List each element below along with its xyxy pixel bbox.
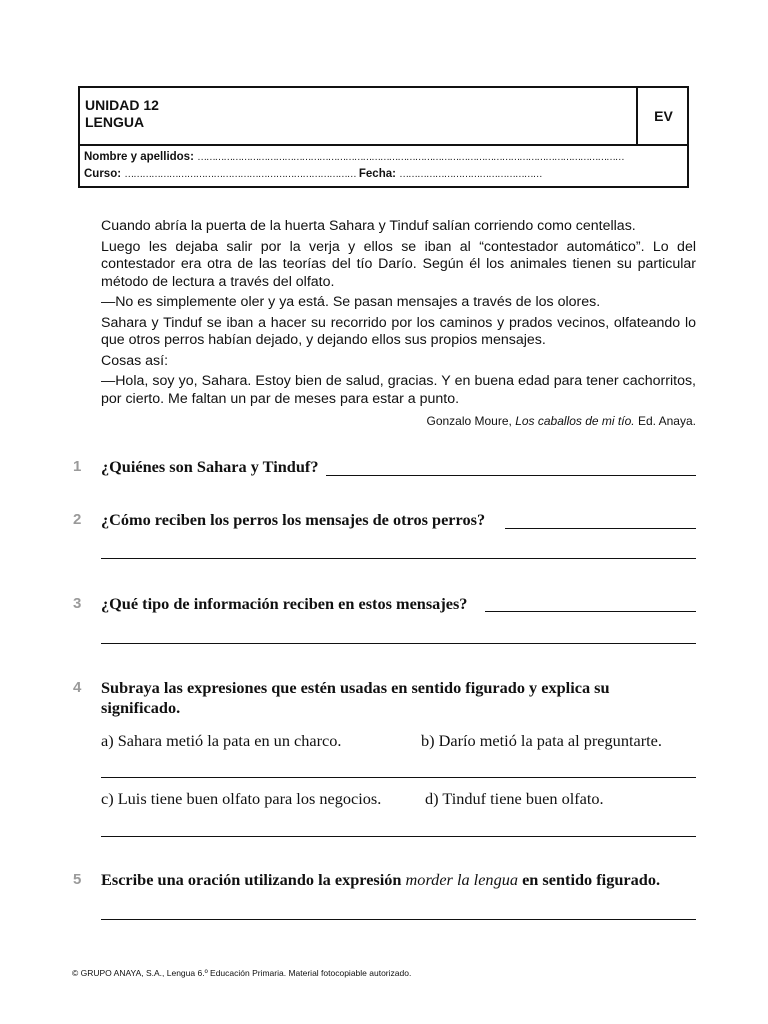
- passage-paragraph: —No es simplemente oler y ya está. Se pasan mensajes a través de los olores.: [101, 294, 601, 310]
- header-title-row: [80, 88, 687, 146]
- evaluation-code: EV: [654, 108, 673, 124]
- reading-passage: [101, 218, 696, 411]
- answer-line-2b[interactable]: [101, 558, 696, 559]
- attribution-publisher: Ed. Anaya.: [634, 414, 696, 428]
- name-field[interactable]: [84, 151, 623, 163]
- attribution-author: Gonzalo Moure,: [426, 414, 516, 428]
- answer-line-4b[interactable]: [101, 836, 696, 837]
- question-5-text: [101, 870, 660, 890]
- question-5-expression: morder la lengua: [405, 870, 518, 889]
- passage-paragraph: Cosas así:: [101, 352, 169, 369]
- attribution: [426, 414, 696, 428]
- question-5-text-after: en sentido figurado.: [518, 870, 661, 889]
- course-date-row: [84, 168, 542, 180]
- passage-paragraph: —Hola, soy yo, Sahara. Estoy bien de salud, gracias. Y en buena edad para tener cachorritos, por cierto. Me faltan un par de meses para estar a punto.: [101, 373, 696, 407]
- question-3-text: ¿Qué tipo de información reciben en estos mensajes?: [101, 594, 468, 613]
- item-b: b) Darío metió la pata al preguntarte.: [421, 731, 662, 750]
- question-1-text: ¿Quiénes son Sahara y Tinduf?: [101, 457, 319, 476]
- item-c: c) Luis tiene buen olfato para los negocios.: [101, 789, 382, 808]
- header-box: [78, 86, 689, 188]
- question-number-2: 2: [73, 511, 82, 528]
- answer-line-3b[interactable]: [101, 643, 696, 644]
- name-dots: …………………………………………………………………………………………………………………………………: [197, 152, 624, 163]
- date-dots[interactable]: …………………………………………: [399, 169, 542, 180]
- course-label: Curso:: [84, 168, 122, 180]
- question-number-5: 5: [73, 871, 82, 888]
- date-label: Fecha:: [358, 168, 396, 180]
- answer-line-5[interactable]: [101, 919, 696, 920]
- answer-line-4a[interactable]: [101, 777, 696, 778]
- subject-name: LENGUA: [85, 114, 145, 130]
- passage-paragraph: Sahara y Tinduf se iban a hacer su recorrido por los caminos y prados vecinos, olfateando lo que otros perros habían dejado, y dejando ellos sus propios mensajes.: [101, 314, 696, 348]
- unit-number: UNIDAD 12: [85, 97, 159, 113]
- course-dots[interactable]: ……………………………………………………………………: [124, 169, 356, 180]
- answer-line-1[interactable]: [326, 475, 696, 476]
- passage-paragraph: Luego les dejaba salir por la verja y ellos se iban al “contestador automático”. Lo del contestador era otra de las teorías del tío Darío. Según él los animales tienen su particular método de lectura a través del olfato.: [101, 238, 696, 290]
- question-number-4: 4: [73, 679, 82, 696]
- question-number-3: 3: [73, 595, 82, 612]
- name-label: Nombre y apellidos:: [84, 151, 194, 163]
- item-d: d) Tinduf tiene buen olfato.: [425, 789, 604, 808]
- unit-title: [85, 97, 159, 131]
- answer-line-3a[interactable]: [485, 611, 696, 612]
- copyright-footer: © GRUPO ANAYA, S.A., Lengua 6.º Educación Primaria. Material fotocopiable autorizado.: [72, 968, 412, 978]
- question-4-text-line1: Subraya las expresiones que estén usadas en sentido figurado y explica su: [101, 678, 610, 697]
- question-5-text-before: Escribe una oración utilizando la expresión: [101, 870, 406, 889]
- question-2-text: ¿Cómo reciben los perros los mensajes de otros perros?: [101, 510, 486, 529]
- question-4-text-line2: significado.: [101, 698, 181, 717]
- attribution-title: Los caballos de mi tío.: [515, 414, 635, 428]
- question-number-1: 1: [73, 458, 82, 475]
- answer-line-2a[interactable]: [505, 528, 696, 529]
- passage-paragraph: Cuando abría la puerta de la huerta Sahara y Tinduf salían corriendo como centellas.: [101, 218, 636, 234]
- item-a: a) Sahara metió la pata en un charco.: [101, 731, 342, 750]
